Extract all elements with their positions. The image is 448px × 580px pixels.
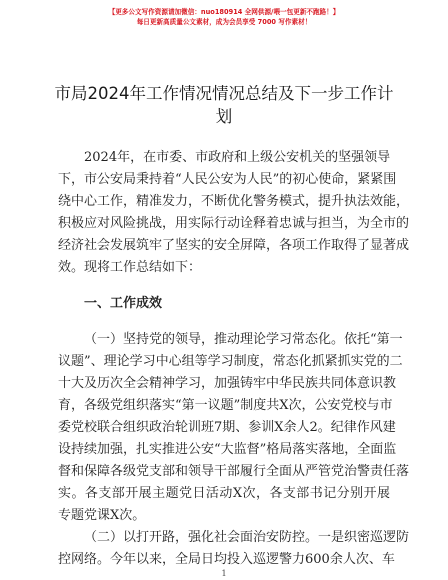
paragraph-line: 控网络。今年以来，全局日均投入巡逻警力600余人次、车: [58, 552, 395, 567]
paragraph-line: 专题党课X次。: [58, 508, 146, 523]
promo-banner-line-2: 每日更新高质量公文素材，成为会员享受 7000 写作素材！: [136, 18, 312, 26]
section-heading: 一、工作成效: [84, 296, 163, 311]
intro-line: 经济社会发展筑牢了坚实的安全屏障，各项工作取得了显著成: [58, 238, 410, 253]
page-number: 1: [221, 569, 227, 578]
paragraph-line: 委党校联合组织政治轮训班7期、参训X余人2。纪律作风建: [58, 420, 396, 435]
paragraph-line: （一）坚持党的领导，推动理论学习常态化。依托“第一: [84, 332, 403, 347]
intro-line: 下，市公安局秉持着“人民公安为人民”的初心使命，紧紧围: [58, 172, 397, 187]
paragraph-line: （二）以打开路，强化社会面治安防控。一是织密巡逻防: [84, 530, 410, 545]
paragraph-line: 设持续加强，扎实推进公安“大监督”格局落实落地，全面监: [58, 442, 397, 457]
paragraph-line: 督和保障各级党支部和领导干部履行全面从严管党治警责任落: [58, 464, 410, 479]
intro-line: 2024年，在市委、市政府和上级公安机关的坚强领导: [84, 150, 391, 165]
document-title-line-2: 划: [215, 107, 233, 126]
paragraph-line: 育，各级党组织落实“第一议题”制度共X次，公安党校与市: [58, 398, 393, 413]
promo-banner-line-1: 【更多公文写作资源请加微信：nuo180914 全网供源/喂一包更新不跑路！】: [108, 8, 340, 16]
intro-line: 积极应对风险挑战，用实际行动诠释着忠诚与担当，为全市的: [58, 216, 410, 231]
intro-line: 绕中心工作，精准发力，不断优化警务模式，提升执法效能，: [58, 194, 410, 209]
paragraph-line: 议题”、理论学习中心组等学习制度，常态化抓紧抓实党的二: [58, 354, 403, 369]
intro-line: 效。现将工作总结如下：: [58, 260, 202, 275]
document-title-line-1: 市局2024年工作情况情况总结及下一步工作计: [54, 84, 394, 103]
paragraph-line: 十大及历次全会精神学习，加强铸牢中华民族共同体意识教: [58, 376, 397, 391]
paragraph-line: 实。各支部开展主题党日活动X次，各支部书记分别开展: [58, 486, 390, 501]
